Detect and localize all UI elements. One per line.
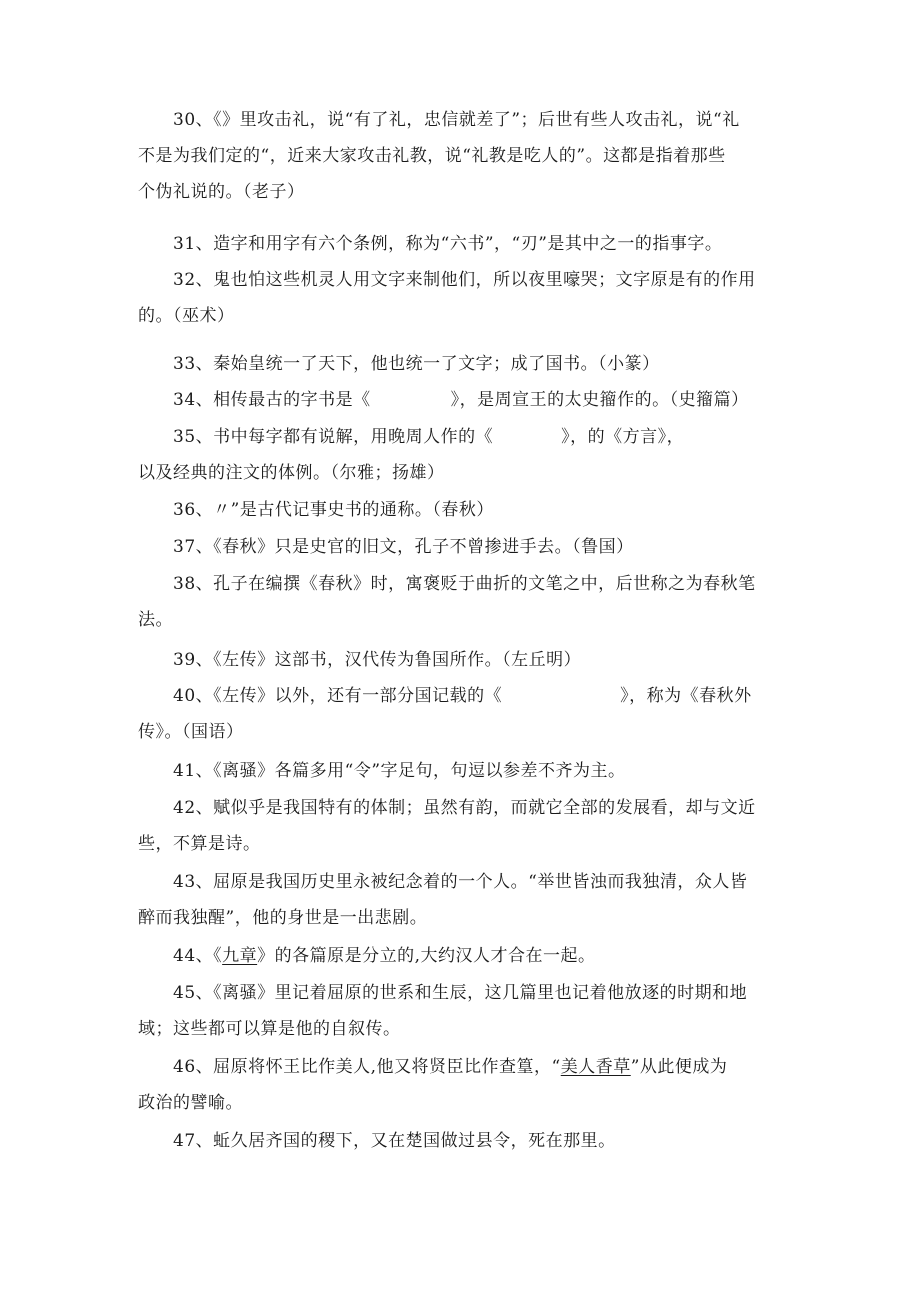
question-35-text-b: 》，的《方言》， [561, 427, 685, 447]
question-41-line-1: 41、《离骚》各篇多用“令”字足句，句逗以参差不齐为主。 [173, 761, 626, 781]
question-42 [138, 790, 788, 862]
question-35-text-a: 35、书中每字都有说解，用晚周人作的《 [173, 427, 494, 447]
question-44-underlined: 九章 [222, 946, 258, 966]
question-44-text-b: 》的各篇原是分立的,大约汉人才合在一起。 [257, 946, 596, 966]
question-46-underlined: 美人香草 [560, 1057, 631, 1077]
question-30-line-2: 不是为我们定的“，近来大家攻击礼教，说“礼教是吃人的”。这都是指着那些 [138, 146, 726, 166]
question-42-line-1: 42、赋似乎是我国特有的体制；虽然有韵，而就它全部的发展看，却与文近 [173, 798, 756, 818]
question-41 [138, 753, 788, 789]
question-43 [138, 864, 788, 936]
question-32-line-1: 32、鬼也怕这些机灵人用文字来制他们，所以夜里嚎哭；文字原是有的作用 [173, 270, 756, 290]
question-30 [138, 102, 788, 210]
question-36-line-1: 36、〃”是古代记事史书的通称。（春秋） [173, 500, 494, 520]
question-32-line-2: 的。（巫术） [138, 306, 235, 326]
question-30-line-3: 个伪礼说的。（老子） [138, 182, 305, 202]
question-37-line-1: 37、《春秋》只是史官的旧文，孔子不曾掺进手去。（鲁国） [173, 537, 634, 557]
question-34-text-a: 34、相传最古的字书是《 [173, 390, 371, 410]
question-40 [138, 678, 788, 750]
question-36 [138, 492, 788, 528]
question-46 [138, 1049, 788, 1121]
question-43-line-2: 醉而我独醒”，他的身世是一出悲剧。 [138, 908, 428, 928]
question-32 [138, 262, 788, 334]
question-37 [138, 529, 788, 565]
question-33 [138, 346, 788, 382]
question-40-line-2: 传》。（国语） [138, 722, 244, 742]
question-35-line-2: 以及经典的注文的体例。（尔雅；扬雄） [138, 463, 445, 483]
question-45-line-2: 域；这些都可以算是他的自叙传。 [138, 1019, 401, 1039]
question-40-line-1 [138, 678, 788, 714]
question-46-text-a: 46、屈原将怀王比作美人,他又将贤臣比作查篁，“ [173, 1057, 561, 1077]
question-46-line-1 [138, 1049, 788, 1085]
question-44 [138, 938, 788, 974]
question-40-text-b: 》，称为《春秋外 [620, 686, 752, 706]
question-38 [138, 566, 788, 638]
question-42-line-2: 些，不算是诗。 [138, 834, 261, 854]
question-31-line-1: 31、造字和用字有六个条例，称为“六书”，“刃”是其中之一的指事字。 [173, 234, 723, 254]
question-47 [138, 1123, 788, 1159]
question-35 [138, 419, 788, 491]
question-34 [138, 382, 788, 418]
question-35-line-1 [138, 419, 788, 455]
question-39-line-1: 39、《左传》这部书，汉代传为鲁国所作。（左丘明） [173, 650, 582, 670]
question-45 [138, 975, 788, 1047]
question-46-line-2: 政治的譬喻。 [138, 1093, 243, 1113]
question-40-text-a: 40、《左传》以外，还有一部分国记载的《 [173, 686, 503, 706]
question-39 [138, 642, 788, 678]
question-31 [138, 226, 788, 262]
question-30-line-1: 30、《》里攻击礼，说“有了礼，忠信就差了”；后世有些人攻击礼，说“礼 [173, 110, 740, 130]
question-34-text-b: 》，是周宣王的太史籀作的。（史籀篇） [450, 390, 749, 410]
question-38-line-2: 法。 [138, 610, 173, 630]
question-33-line-1: 33、秦始皇统一了天下，他也统一了文字；成了国书。（小篆） [173, 354, 660, 374]
question-45-line-1: 45、《离骚》里记着屈原的世系和生辰，这几篇里也记着他放逐的时期和地 [173, 983, 748, 1003]
question-46-text-b: ”从此便成为 [630, 1057, 728, 1077]
question-47-line-1: 47、蚯久居齐国的稷下，又在楚国做过县令，死在那里。 [173, 1131, 616, 1151]
question-38-line-1: 38、孔子在编撰《春秋》时，寓褒贬于曲折的文笔之中，后世称之为春秋笔 [173, 574, 756, 594]
question-43-line-1: 43、屈原是我国历史里永被纪念着的一个人。“举世皆浊而我独清，众人皆 [173, 872, 748, 892]
question-44-text-a: 44、《 [173, 946, 223, 966]
question-44-line-1 [138, 938, 788, 974]
question-34-line-1 [138, 382, 788, 418]
